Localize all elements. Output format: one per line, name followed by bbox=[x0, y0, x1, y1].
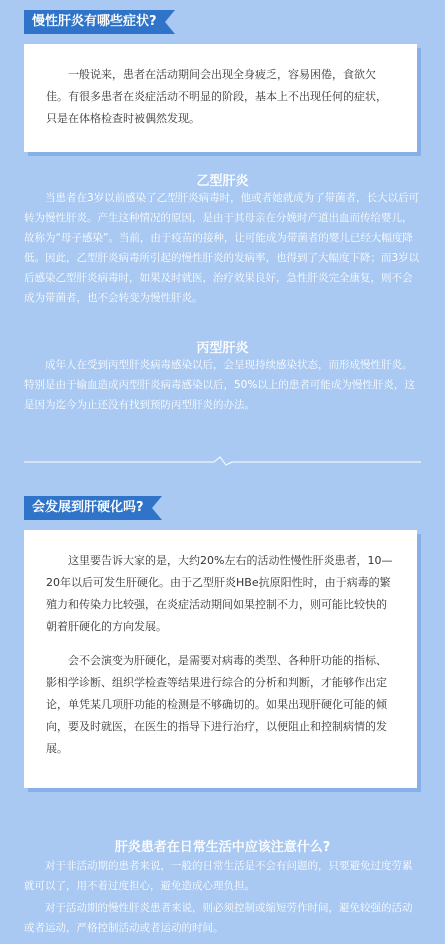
hepatitis-b-heading: 乙型肝炎 bbox=[196, 174, 249, 189]
hepatitis-c-heading: 丙型肝炎 bbox=[196, 341, 249, 356]
daily-life-paragraph-1: 对于非活动期的患者来说，一般的日常生活是不会有问题的，只要避免过度劳累就可以了，用不着过度担心，避免造成心理负担。 bbox=[24, 860, 413, 892]
daily-life-paragraph-2: 对于活动期的慢性肝炎患者来说，则必须控制或缩短劳作时间，避免较强的活动或者运动，严格控制活动或者运动的时间。 bbox=[24, 902, 413, 934]
section-title-text: 会发展到肝硬化吗? bbox=[32, 500, 144, 515]
hepatitis-c-paragraph: 成年人在受到丙型肝炎病毒感染以后，会呈现持续感染状态，而形成慢性肝炎。特别是由于输血造成丙型肝炎病毒感染以后，50%以上的患者可能成为慢性肝炎，这是因为迄今为止还没有找到预防丙型肝炎的办法。 bbox=[24, 359, 415, 411]
section-title-text: 慢性肝炎有哪些症状? bbox=[32, 14, 157, 29]
symptoms-card bbox=[24, 44, 417, 152]
section-title-symptoms bbox=[24, 10, 165, 34]
section-divider bbox=[24, 456, 421, 466]
symptoms-paragraph: 一般说来，患者在活动期间会出现全身疲乏，容易困倦，食欲欠佳。有很多患者在炎症活动不明显的阶段，基本上不出现任何的症状，只是在体格检查时被偶然发现。 bbox=[46, 68, 387, 125]
cirrhosis-paragraph-2: 会不会演变为肝硬化，是需要对病毒的类型、各种肝功能的指标、影相学诊断、组织学检查等结果进行综合的分析和判断，才能够作出定论，单凭某几项肝功能的检测是不够确切的。如果出现肝硬化可能的倾向，要及时就医，在医生的指导下进行治疗，以便阻止和控制病情的发展。 bbox=[46, 654, 387, 755]
hepatitis-b-paragraph: 当患者在3岁以前感染了乙型肝炎病毒时，他或者她就成为了带菌者，长大以后可转为慢性肝炎。产生这种情况的原因，是由于其母亲在分娩时产道出血而传给婴儿，故称为“母子感染”。当前，由于疫苗的接种，让可能成为带菌者的婴儿已经大幅度降低。因此，乙型肝炎病毒所引起的慢性肝炎的发病率，也得到了大幅度下降；而3岁以后感染乙型肝炎病毒时，如果及时就医，治疗效果良好，急性肝炎完全康复，则不会成为带菌者，也不会转变为慢性肝炎。 bbox=[24, 192, 420, 304]
section-title-cirrhosis bbox=[24, 496, 152, 520]
daily-life-heading: 肝炎患者在日常生活中应该注意什么? bbox=[114, 840, 331, 855]
cirrhosis-card bbox=[24, 530, 417, 788]
cirrhosis-paragraph-1: 这里要告诉大家的是，大约20%左右的活动性慢性肝炎患者，10—20年以后可发生肝硬化。由于乙型肝炎HBe抗原阳性时，由于病毒的繁殖力和传染力比较强，在炎症活动期间如果控制不力，则可能比较快的朝着肝硬化的方向发展。 bbox=[46, 554, 393, 633]
